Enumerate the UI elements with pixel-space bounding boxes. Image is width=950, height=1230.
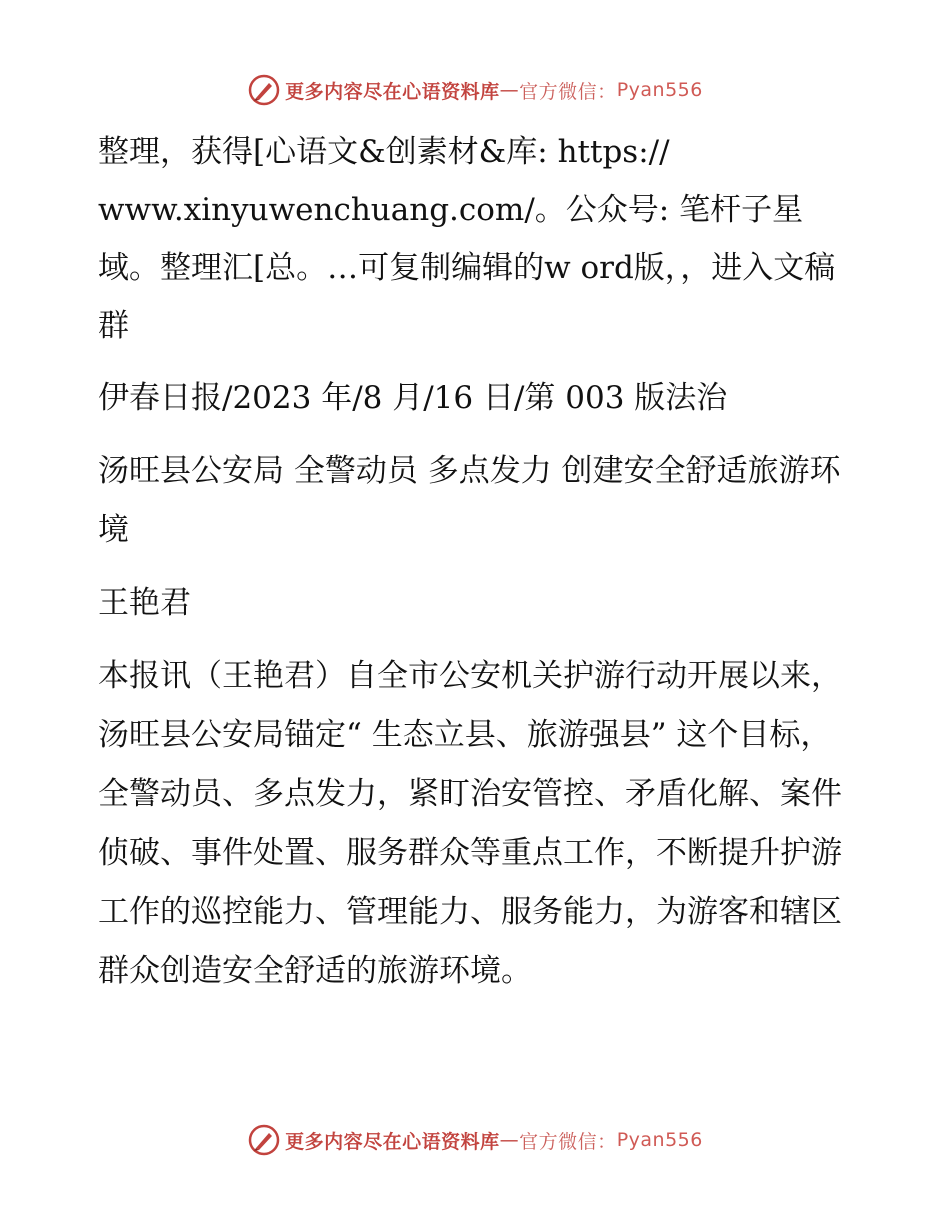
official-label: 官方微信： (519, 80, 617, 103)
banner-separator: — (499, 79, 520, 101)
document-body (98, 123, 858, 1015)
intro-paragraph: 整理，获得[心语文&创素材&库: https:// www.xinyuwenchuang.com/。公众号: 笔杆子星域。整理汇[总。…可复制编辑的w ord版，，进入文稿群 (98, 134, 836, 344)
header-banner (0, 70, 950, 110)
banner-separator: — (499, 1129, 520, 1151)
article-paragraph: 本报讯（王艳君）自全市公安机关护游行动开展以来，汤旺县公安局锚定“ 生态立县、旅游强县” 这个目标，全警动员、多点发力，紧盯治安管控、矛盾化解、案件侦破、事件处置、服务群众等重点工作，不断提升护游工作的巡控能力、管理能力、服务能力，为游客和辖区群众创造安全舒适的旅游环境。 (98, 658, 842, 989)
pen-logo-icon (247, 1123, 281, 1157)
banner-text: 更多内容尽在心语资料库 (285, 80, 500, 103)
official-label: 官方微信： (519, 1130, 617, 1153)
pen-logo-icon (247, 73, 281, 107)
banner-text: 更多内容尽在心语资料库 (285, 1130, 500, 1153)
author-line: 王艳君 (98, 585, 191, 621)
footer-banner (0, 1120, 950, 1160)
wechat-id: Pyan556 (616, 79, 703, 101)
wechat-id: Pyan556 (616, 1129, 703, 1151)
source-line: 伊春日报/2023 年/8 月/16 日/第 003 版法治 (98, 380, 728, 416)
headline: 汤旺县公安局 全警动员 多点发力 创建安全舒适旅游环境 (98, 453, 841, 548)
